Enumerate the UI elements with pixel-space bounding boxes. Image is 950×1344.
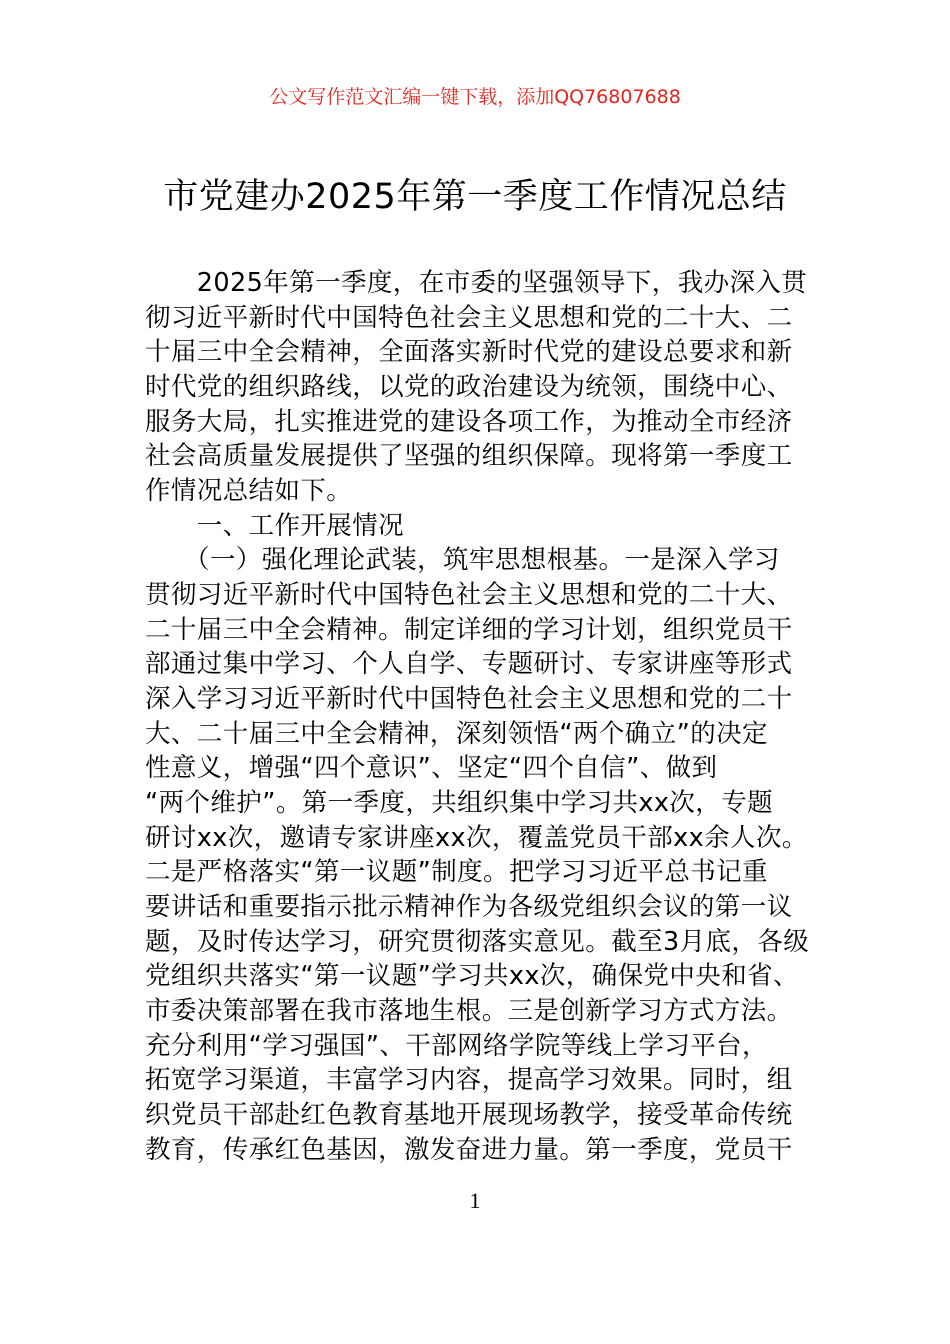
body-text-line: 彻习近平新时代中国特色社会主义思想和党的二十大、二: [145, 302, 793, 333]
body-text-line: 充分利用“学习强国”、干部网络学院等线上学习平台，: [145, 1030, 768, 1061]
body-text-line: 性意义，增强“四个意识”、坚定“四个自信”、做到: [145, 753, 718, 784]
body-text-line: 时代党的组织路线，以党的政治建设为统领，围绕中心、: [145, 372, 793, 403]
body-text-line: 要讲话和重要指示批示精神作为各级党组织会议的第一议: [145, 892, 793, 923]
body-text-line: 大、二十届三中全会精神，深刻领悟“两个确立”的决定: [145, 718, 768, 749]
body-text-line: 题，及时传达学习，研究贯彻落实意见。截至3月底，各级: [145, 926, 810, 957]
body-text-line: 二十届三中全会精神。制定详细的学习计划，组织党员干: [145, 614, 793, 645]
body-text-line: “两个维护”。第一季度，共组织集中学习共xx次，专题: [145, 788, 774, 819]
body-text-line: 拓宽学习渠道，丰富学习内容，提高学习效果。同时，组: [145, 1065, 793, 1096]
body-text-line: 贯彻习近平新时代中国特色社会主义思想和党的二十大、: [145, 580, 793, 611]
body-text-line: 市委决策部署在我市落地生根。三是创新学习方式方法。: [145, 996, 793, 1027]
body-text-line: 深入学习习近平新时代中国特色社会主义思想和党的二十: [145, 684, 793, 715]
body-text-line: 研讨xx次，邀请专家讲座xx次，覆盖党员干部xx余人次。: [145, 822, 808, 853]
body-text-line: 社会高质量发展提供了坚强的组织保障。现将第一季度工: [145, 441, 793, 472]
body-text-line: （一）强化理论武装，筑牢思想根基。一是深入学习: [145, 545, 780, 576]
body-text-line: 一、工作开展情况: [145, 510, 405, 541]
body-text-line: 二是严格落实“第一议题”制度。把学习习近平总书记重: [145, 857, 768, 888]
body-text-line: 党组织共落实“第一议题”学习共xx次，确保党中央和省、: [145, 961, 799, 992]
body-text-line: 作情况总结如下。: [145, 476, 353, 507]
body-text-line: 服务大局，扎实推进党的建设各项工作，为推动全市经济: [145, 406, 793, 437]
body-text-line: 部通过集中学习、个人自学、专题研讨、专家讲座等形式: [145, 649, 793, 680]
document-body: [145, 266, 820, 1167]
body-text-line: 十届三中全会精神，全面落实新时代党的建设总要求和新: [145, 337, 793, 368]
document-title: 市党建办2025年第一季度工作情况总结: [163, 177, 787, 217]
body-text-line: 教育，传承红色基因，激发奋进力量。第一季度，党员干: [145, 1134, 793, 1165]
page-number: 1: [469, 1188, 481, 1213]
download-notice: 公文写作范文汇编一键下载，添加QQ76807688: [269, 86, 681, 108]
body-text-line: 织党员干部赴红色教育基地开展现场教学，接受革命传统: [145, 1100, 793, 1131]
body-text-line: 2025年第一季度，在市委的坚强领导下，我办深入贯: [145, 268, 808, 298]
